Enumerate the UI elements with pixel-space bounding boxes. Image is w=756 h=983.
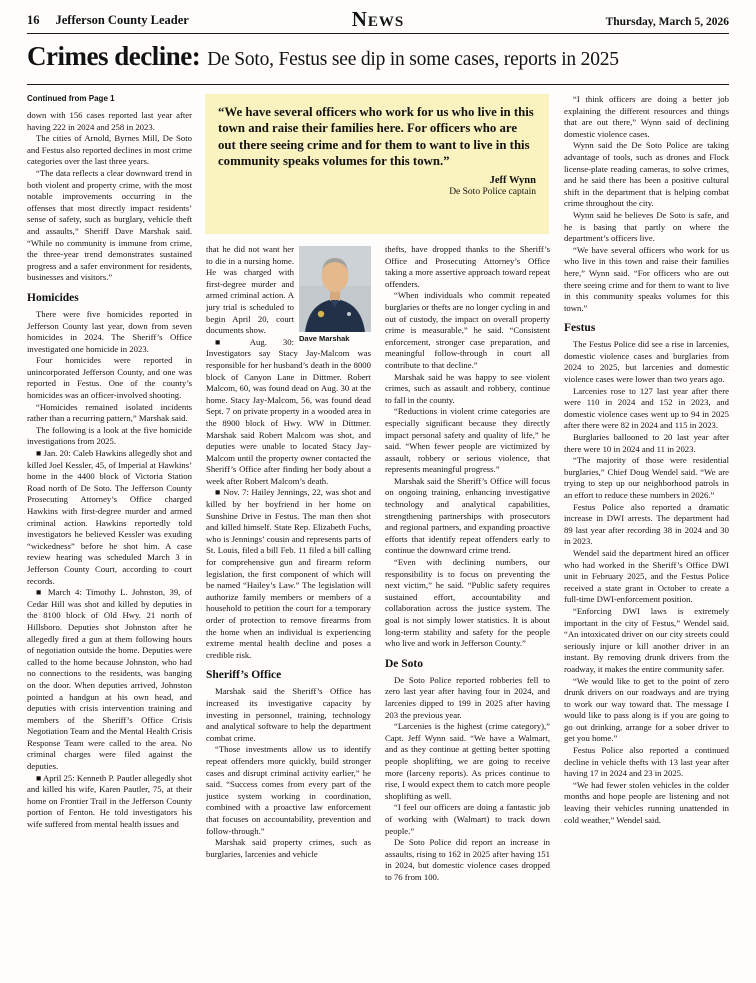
column-4 xyxy=(564,94,729,975)
column-1 xyxy=(27,94,192,975)
paragraph: “The majority of those were residential burglaries,” Chief Doug Wendel said. “We are trying to step up our neighborhood patrols in an effort to reduce these numbers in 2026.” xyxy=(564,455,729,500)
section-heading: Homicides xyxy=(27,291,79,304)
pull-quote-title: De Soto Police captain xyxy=(449,186,536,197)
paragraph: Four homicides were reported in unincorporated Jefferson County, and one was reported in Festus. One of the county’s homicides was an officer-involved shooting. xyxy=(27,355,192,401)
masthead-left xyxy=(27,13,189,28)
paragraph: “We have several officers who work for us who live in this town and raise their families here,” Wynn said. “For officers who are out there seeing crime and for them to want to live in this community speaks volumes for this town.” xyxy=(564,244,729,313)
publication-name: Jefferson County Leader xyxy=(55,13,189,27)
paragraph: The following is a look at the five homicide investigations from 2025. xyxy=(27,424,192,447)
paragraph: Burglaries ballooned to 20 last year after there were 10 in 2024 and 11 in 2023. xyxy=(564,432,729,454)
paragraph: thefts, have dropped thanks to the Sheriff’s Office and Prosecuting Attorney’s Office taking a more assertive approach toward repeat offenders. xyxy=(385,244,550,289)
paragraph: Wendel said the department hired an officer who had worked in the Sheriff’s Office DWI unit in February 2025, and the Festus Police received a state grant in October to create a full-time DWI-enforcement position. xyxy=(564,547,729,605)
paragraph: ■ Aug. 30: Investigators say Stacy Jay-Malcom was responsible for her husband’s death in the 8000 block of Canyon Lane in Dittmer. Robert Malcom, 60, was found dead on Aug. 30 at the home. Stacy Jay-Malcom, 56, was found dead Sept. 7 on private property in a wooded area in the 8900 block of Hwy. WW in Dittmer. Marshak said Robert Malcom was shot, and deputies were unable to located Stacy Jay-Malcom until the property owner contacted the Sheriff’s Office after finding her body about a week after Robert Malcom’s death. xyxy=(206,336,371,486)
paragraph: De Soto Police reported robberies fell to zero last year after having four in 2024, and larcenies dipped to 199 in 2025 after having 203 the previous year. xyxy=(385,674,550,720)
paragraph: Wynn said the De Soto Police are taking advantage of tools, such as drones and Flock license-plate reading cameras, to solve crimes, and he said there has been a positive cultural shift in the department that is helping combat crime throughout the city. xyxy=(564,140,729,209)
portrait-photo xyxy=(299,246,371,332)
headline-deck: De Soto, Festus see dip in some cases, reports in 2025 xyxy=(207,49,619,70)
paragraph: “Larcenies is the highest (crime category),” Capt. Jeff Wynn said. “We have a Walmart, and as they continue at getting better spotting people shoplifting, we are going to receive more (larceny reports). As prices continue to rise, I would expect them to catch more people shoplifting as well. xyxy=(385,721,550,801)
column-2 xyxy=(206,94,371,975)
paragraph: Festus Police also reported a dramatic increase in DWI arrests. The department had 89 last year after recording 38 in 2024 and 30 in 2023. xyxy=(564,501,729,547)
continued-from-label: Continued from Page 1 xyxy=(27,94,115,103)
pull-quote-name: Jeff Wynn xyxy=(489,174,536,186)
paragraph: “I feel our officers are doing a fantastic job of working with (Walmart) to track down people.” xyxy=(385,802,550,836)
article-columns xyxy=(27,94,729,975)
paragraph: “Even with declining numbers, our responsibility is to focus on preventing the next victim,” he said. “Public safety requires sustained effort, accountability and collaboration across the justice system. The goal is not simply lower statistics. It is about long-term stability and safety for the people who live and work in Jefferson County.” xyxy=(385,557,550,649)
paragraph: that he did not want her to die in a nursing home. He was charged with first-degree murder and armed criminal action. A jury trial is scheduled to begin April 20, court documents show. xyxy=(206,244,294,336)
paragraph: Marshak said the Sheriff’s Office will focus on ongoing training, enhancing investigative technology and analytical capabilities, strengthening partnerships with prosecutors and regional partners, and expanding proactive efforts that identify repeat offenders early to continue the downward crime trend. xyxy=(385,475,550,556)
paragraph: Larcenies rose to 127 last year after there were 110 in 2024 and 152 in 2023, and domestic violence cases went up to 94 in 2025 after there were 82 in 2024 and 115 in 2023. xyxy=(564,385,729,431)
paragraph: The Festus Police did see a rise in larcenies, domestic violence cases and burglaries from 2024 to 2025, but larcenies and domestic violence cases were lower than two years ago. xyxy=(564,339,729,385)
section-title: News xyxy=(351,7,405,31)
paragraph: “The data reflects a clear downward trend in both violent and property crime, with the most notable improvements occurring in the offenses that most directly impact residents’ sense of safety, such as burglary, vehicle theft and assaults,” Sheriff Dave Marshak said. “While no community is immune from crime, the three-year trend demonstrates sustained progress and a safer environment for residents, businesses and visitors.” xyxy=(27,167,192,283)
paragraph: “When individuals who commit repeated burglaries or thefts are no longer cycling in and out of custody, the impact on overall property crime is measurable,” he said. “Consistent enforcement, stronger case preparation, and meaningful follow-through in court all contribute to that decline.” xyxy=(385,290,550,370)
paragraph: “Homicides remained isolated incidents rather than a recurring pattern,” Marshak said. xyxy=(27,401,192,424)
section-heading: De Soto xyxy=(385,657,424,670)
paragraph: Marshak said the Sheriff’s Office has increased its investigative capacity by investing in personnel, training, technology and analytical software to help the department combat crime. xyxy=(206,686,371,743)
section-heading: Sheriff’s Office xyxy=(206,669,282,682)
paragraph: Marshak said property crimes, such as burglaries, larcenies and vehicle xyxy=(206,837,371,859)
paragraph: There were five homicides reported in Jefferson County last year, down from seven homicides in 2024. The Sheriff’s Office investigated one homicide in 2023. xyxy=(27,308,192,354)
paragraph: The cities of Arnold, Byrnes Mill, De Soto and Festus also reported declines in most crime categories over the last three years. xyxy=(27,133,192,167)
masthead xyxy=(27,9,729,34)
paragraph: ■ March 4: Timothy L. Johnston, 39, of Cedar Hill was shot and killed by deputies in the 8100 block of Old Hwy. 21 north of Hillsboro. Deputies shot Johnston after he allegedly fired a gun at them following hours of negotiation outside the home. Deputies were called to the home because Johnston, who had no connections to the residents, was banging on the door. When deputies arrived, Johnston pointed a handgun at his own head, and deputies with crisis intervention training and members of the Sheriff’s Office Crisis Negotiation Team and the Mental Health Crisis Response Team were called to the area. No criminal charges were filed against the deputies. xyxy=(27,587,192,772)
paragraph: Marshak said he was happy to see violent crimes, such as assault and robbery, continue to fall in the county. xyxy=(385,371,550,405)
column-3 xyxy=(385,94,550,975)
photo-caption: Dave Marshak xyxy=(299,334,350,343)
paragraph: De Soto Police did report an increase in assaults, rising to 162 in 2025 after having 151 in 2024, but domestic violence cases dropped to 76 from 100. xyxy=(385,837,550,882)
pull-quote-text: “We have several officers who work for us who live in this town and raise their families here. For officers who are out there seeing crime and for them to want to live in this community speaks volumes for this town.” xyxy=(218,105,534,169)
paragraph: “Enforcing DWI laws is extremely important in the city of Festus,” Wendel said. “An intoxicated driver on our city streets could seriously injure or kill another driver in an instant. By removing drunk drivers from the roadway, it makes the entire community safer. xyxy=(564,605,729,674)
headline xyxy=(27,41,729,85)
paragraph: Festus Police also reported a continued decline in vehicle thefts with 13 last year after having 17 in 2024 and 23 in 2025. xyxy=(564,745,729,779)
column-4-text xyxy=(564,94,729,826)
paragraph: ■ Jan. 20: Caleb Hawkins allegedly shot and killed Joel Kessler, 45, of Imperial at Hawkins’ home in the 4400 block of Victoria Station Road north of De Soto. The Jefferson County Prosecuting Attorney’s Office charged Hawkins with first-degree murder and armed criminal action. Hawkins reportedly told investigators he believed Kessler was exuding “wickedness” before he shot him. A case review hearing was scheduled March 3 in Jefferson County Court, according to court records. xyxy=(27,448,192,586)
paragraph: ■ Nov. 7: Hailey Jennings, 22, was shot and killed by her boyfriend in her home on Sunshine Drive in Festus. The man then shot and killed himself. State Rep. Elizabeth Fuchs, who is Jennings’ cousin and represents parts of St. Louis, filed a bill Feb. 11 filed a bill calling for comprehensive gun and firearm reform legislation, the first component of which will be named “Hailey’s Law.” The legislation will authorize family members or members of a household to petition the court for a temporary order of protection to remove firearms from the home when an individual is experiencing extreme mental health decline and poses a credible risk. xyxy=(206,487,371,660)
photo-block xyxy=(299,246,371,343)
page-number: 16 xyxy=(27,13,40,27)
paragraph: Wynn said he believes De Soto is safe, and he is basing that partly on where the department’s officers live. xyxy=(564,209,729,244)
column-3-text xyxy=(385,244,550,883)
paragraph: ■ April 25: Kenneth P. Pautler allegedly shot and killed his wife, Karen Pautler, 75, at their home on Frontier Trail in the Jefferson County portion of Fenton. He told investigators his wife suffered from mental health issues and xyxy=(27,772,192,830)
section-heading: Festus xyxy=(564,322,596,335)
paragraph: “I think officers are doing a better job explaining the different resources and things that are out there,” Wynn said of declining domestic violence cases. xyxy=(564,94,729,139)
paragraph: “Reductions in violent crime categories are especially significant because they directly impact personal safety and quality of life,” he said. “When fewer people are victimized by assault, robbery or serious violence, that represents meaningful progress.” xyxy=(385,406,550,475)
pull-quote-spacer xyxy=(206,94,371,244)
paragraph: “Those investments allow us to identify repeat offenders more quickly, build stronger cases and disrupt criminal activity earlier,” he said. “Success comes from every part of the justice system working in coordination, combined with a proactive law enforcement that focuses on accountability, prevention and follow-through.” xyxy=(206,744,371,836)
pull-quote-spacer xyxy=(385,94,550,244)
issue-date: Thursday, March 5, 2026 xyxy=(605,16,729,28)
paragraph: “We would like to get to the point of zero drunk drivers on our roadways and are trying to work our way toward that. The message I would like to pass along is if you are going to go out drinking, arrange for a sober driver to get you home.” xyxy=(564,675,729,744)
paragraph: down with 156 cases reported last year after having 222 in 2024 and 258 in 2023. xyxy=(27,110,192,132)
paragraph: “We had fewer stolen vehicles in the colder months and hope people are listening and not leaving their vehicles running unattended in cold weather,” Wendel said. xyxy=(564,779,729,825)
column-1-text xyxy=(27,110,192,831)
headline-kicker: Crimes decline: xyxy=(27,41,201,71)
